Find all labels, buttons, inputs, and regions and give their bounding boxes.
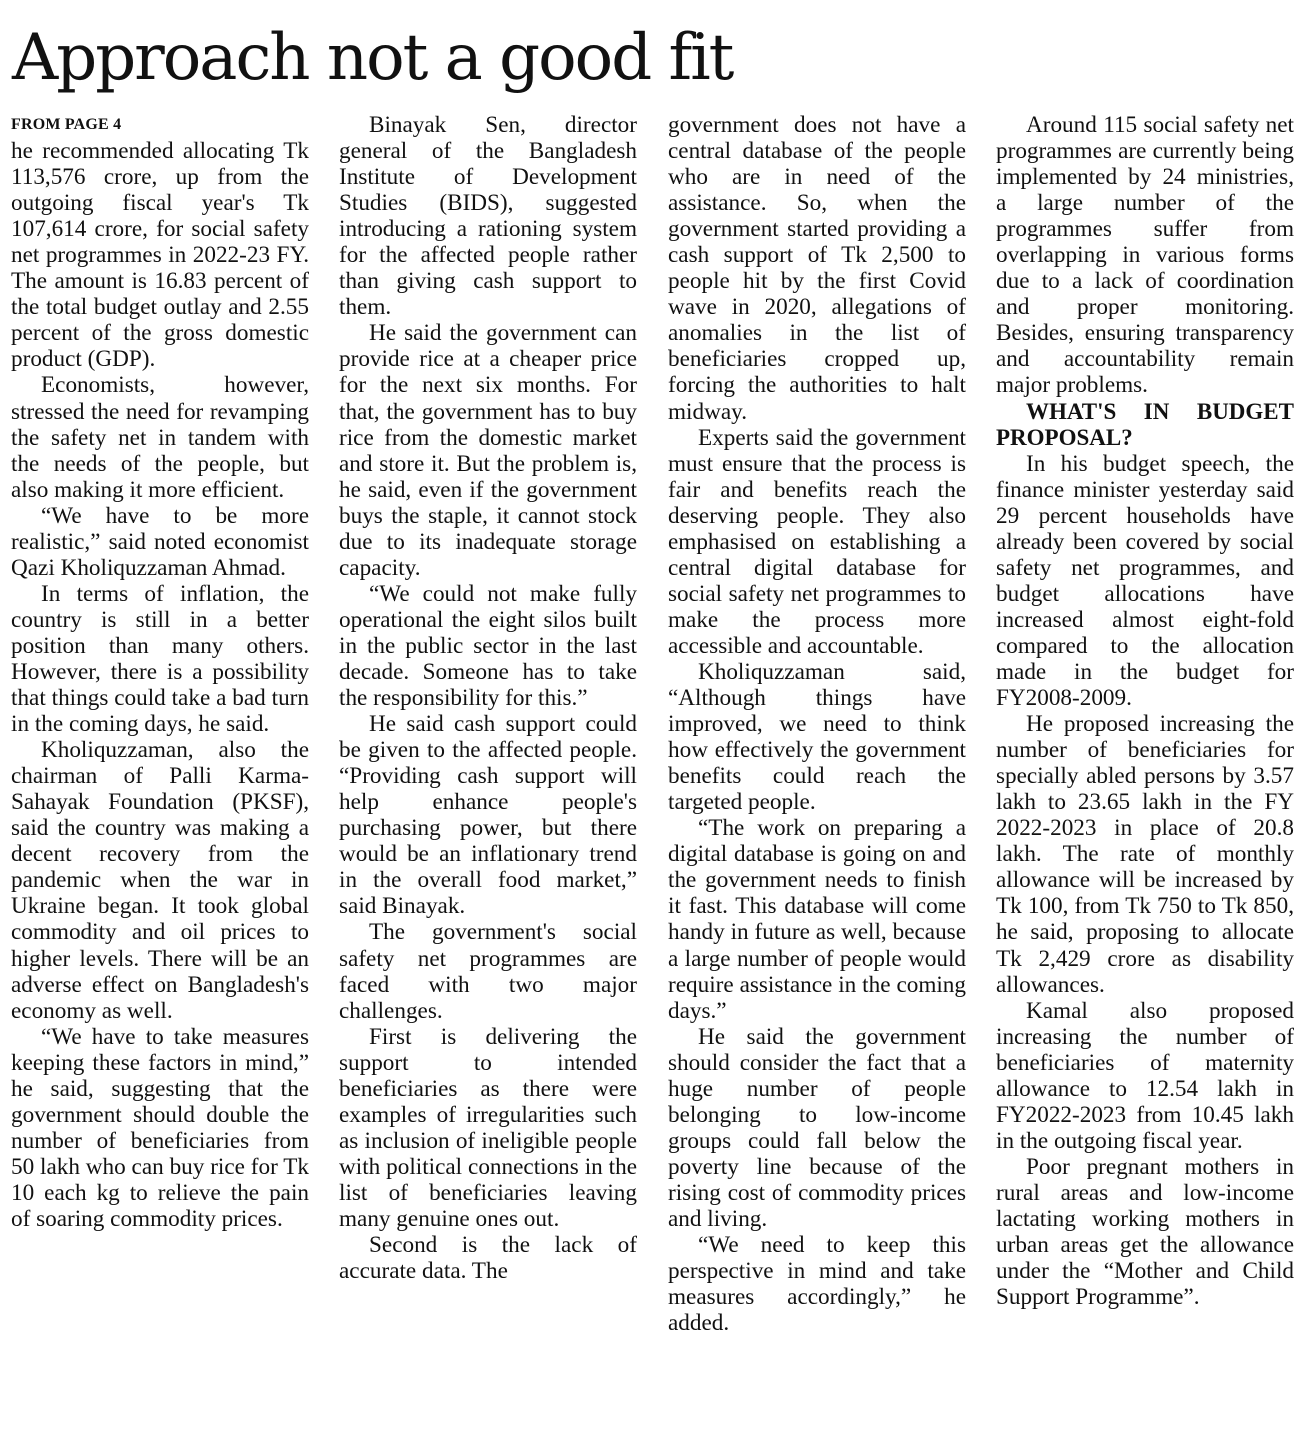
- paragraph: Second is the lack of accurate data. The: [339, 1232, 637, 1285]
- paragraph: Kamal also proposed increasing the number of beneficiaries of maternity allowance to 12.54 lakh in FY2022-2023 from 10.45 lakh in the outgoing fiscal year.: [996, 997, 1294, 1154]
- paragraph: Around 115 social safety net programmes are currently being implemented by 24 ministries, a large number of the programmes suffer from overlapping in various forms due to a lack of coordination and proper monitoring. Besides, ensuring transparency and accountability remain major problems.: [996, 112, 1294, 399]
- paragraph: In terms of inflation, the country is still in a better position than many others. However, there is a possibility that things could take a bad turn in the coming days, he said.: [11, 580, 309, 738]
- paragraph: government does not have a central database of the people who are in need of the assistance. So, when the government started providing a cash support of Tk 2,500 to people hit by the first Covid wave in 2020, allegations of anomalies in the list of beneficiaries cropped up, forcing the authorities to halt midway.: [668, 112, 966, 425]
- paragraph: “The work on preparing a digital database is going on and the government needs to finish it fast. This database will come handy in future as well, because a large number of people would require assistance in the coming days.”: [668, 815, 966, 1024]
- paragraph: “We have to take measures keeping these factors in mind,” he said, suggesting that the government should double the number of beneficiaries from 50 lakh who can buy rice for Tk 10 each kg to relieve the pain of soaring commodity prices.: [11, 1023, 309, 1232]
- paragraph: In his budget speech, the finance minister yesterday said 29 percent households have already been covered by social safety net programmes, and budget allocations have increased almost eight-fold compared to the allocation made in the budget for FY2008-2009.: [996, 450, 1294, 712]
- paragraph: Experts said the government must ensure that the process is fair and benefits reach the deserving people. They also emphasised on establishing a central digital database for social safety net programmes to make the process more accessible and accountable.: [668, 424, 966, 659]
- paragraph: Kholiquzzaman said, “Although things have improved, we need to think how effectively the government benefits could reach the targeted people.: [668, 658, 966, 816]
- section-subhead: WHAT'S IN BUDGET PROPOSAL?: [996, 398, 1294, 450]
- paragraph: He said cash support could be given to the affected people. “Providing cash support will help enhance people's purchasing power, but there would be an inflationary trend in the overall food market,” said Binayak.: [339, 711, 637, 920]
- continued-from-kicker: FROM PAGE 4: [11, 116, 122, 133]
- article-column-4: [996, 112, 1294, 1310]
- paragraph: The government's social safety net programmes are faced with two major challenges.: [339, 919, 637, 1024]
- paragraph: He proposed increasing the number of beneficiaries for specially abled persons by 3.57 lakh to 23.65 lakh in the FY 2022-2023 in place of 20.8 lakh. The rate of monthly allowance will be increased by Tk 100, from Tk 750 to Tk 850, he said, proposing to allocate Tk 2,429 crore as disability allowances.: [996, 711, 1294, 998]
- paragraph: Kholiquzzaman, also the chairman of Palli Karma-Sahayak Foundation (PKSF), said the country was making a decent recovery from the pandemic when the war in Ukraine began. It took global commodity and oil prices to higher levels. There will be an adverse effect on Bangladesh's economy as well.: [11, 737, 309, 1024]
- paragraph: Poor pregnant mothers in rural areas and low-income lactating working mothers in urban areas get the allowance under the “Mother and Child Support Programme”.: [996, 1153, 1294, 1311]
- article-headline: Approach not a good fit: [12, 21, 733, 95]
- article-column-2: [339, 112, 637, 1284]
- paragraph: “We could not make fully operational the eight silos built in the public sector in the last decade. Someone has to take the responsibility for this.”: [339, 580, 637, 712]
- paragraph: He said the government can provide rice at a cheaper price for the next six months. For that, the government has to buy rice from the domestic market and store it. But the problem is, he said, even if the government buys the staple, it cannot stock due to its inadequate storage capacity.: [339, 320, 637, 581]
- paragraph: Economists, however, stressed the need for revamping the safety net in tandem with the needs of the people, but also making it more efficient.: [11, 372, 309, 503]
- article-column-1: [11, 112, 309, 1232]
- paragraph: “We have to be more realistic,” said noted economist Qazi Kholiquzzaman Ahmad.: [11, 502, 309, 581]
- paragraph: Binayak Sen, director general of the Bangladesh Institute of Development Studies (BIDS), suggested introducing a rationing system for the affected people rather than giving cash support to them.: [339, 112, 637, 321]
- paragraph: He said the government should consider the fact that a huge number of people belonging to low-income groups could fall below the poverty line because of the rising cost of commodity prices and living.: [668, 1023, 966, 1232]
- paragraph: he recommended allocating Tk 113,576 crore, up from the outgoing fiscal year's Tk 107,614 crore, for social safety net programmes in 2022-23 FY. The amount is 16.83 percent of the total budget outlay and 2.55 percent of the gross domestic product (GDP).: [11, 138, 309, 373]
- paragraph: First is delivering the support to intended beneficiaries as there were examples of irregularities such as inclusion of ineligible people with political connections in the list of beneficiaries leaving many genuine ones out.: [339, 1023, 637, 1232]
- paragraph: “We need to keep this perspective in mind and take measures accordingly,” he added.: [668, 1232, 966, 1337]
- article-column-3: [668, 112, 966, 1336]
